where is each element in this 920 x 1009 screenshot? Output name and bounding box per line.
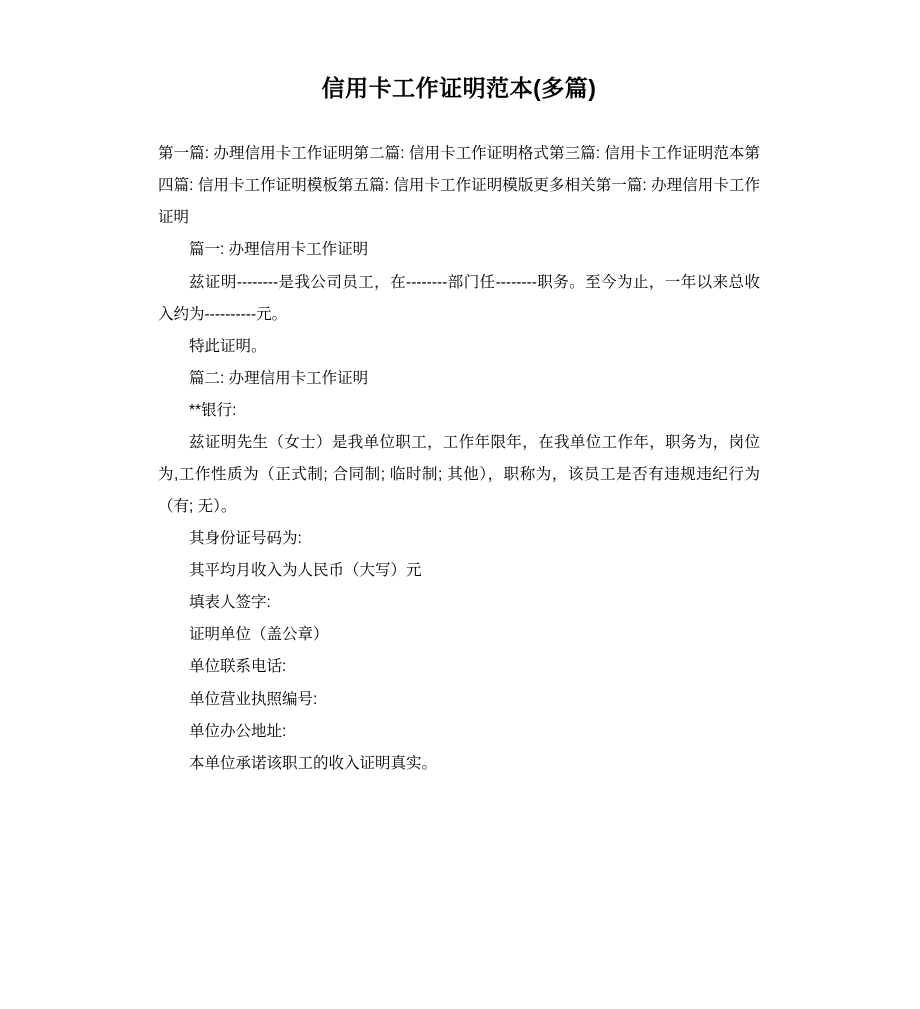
paragraph-field-id-number: 其身份证号码为: — [189, 530, 302, 548]
paragraph-section-2-body: 兹证明先生（女士）是我单位职工，工作年限年，在我单位工作年，职务为，岗位为,工作性质为（正式制; 合同制; 临时制; 其他），职称为，该员工是否有违规违纪行为（有; 无）。 — [158, 433, 760, 516]
paragraph-section-2-commitment: 本单位承诺该职工的收入证明真实。 — [189, 754, 438, 772]
paragraph-section-1-close: 特此证明。 — [189, 337, 267, 355]
paragraph-section-1-body: 兹证明--------是我公司员工，在--------部门任--------职务。至今为止，一年以来总收入约为----------元。 — [158, 273, 760, 323]
document-body — [158, 138, 760, 780]
paragraph-field-filler-signature: 填表人签字: — [189, 594, 271, 612]
paragraph-toc: 第一篇: 办理信用卡工作证明第二篇: 信用卡工作证明格式第三篇: 信用卡工作证明范本第四篇: 信用卡工作证明模板第五篇: 信用卡工作证明模版更多相关第一篇: 办理信用卡工作证明 — [158, 145, 760, 227]
paragraph-field-monthly-income: 其平均月收入为人民币（大写）元 — [189, 562, 422, 580]
paragraph-field-company-seal: 证明单位（盖公章） — [189, 626, 329, 644]
page-title: 信用卡工作证明范本(多篇) — [321, 75, 597, 101]
paragraph-section-2-salutation: **银行: — [189, 401, 237, 419]
paragraph-field-company-phone: 单位联系电话: — [189, 658, 287, 676]
paragraph-field-license-number: 单位营业执照编号: — [189, 690, 318, 708]
paragraph-field-company-address: 单位办公地址: — [189, 722, 287, 740]
paragraph-section-2-heading: 篇二: 办理信用卡工作证明 — [189, 369, 369, 387]
paragraph-section-1-heading: 篇一: 办理信用卡工作证明 — [189, 241, 369, 259]
